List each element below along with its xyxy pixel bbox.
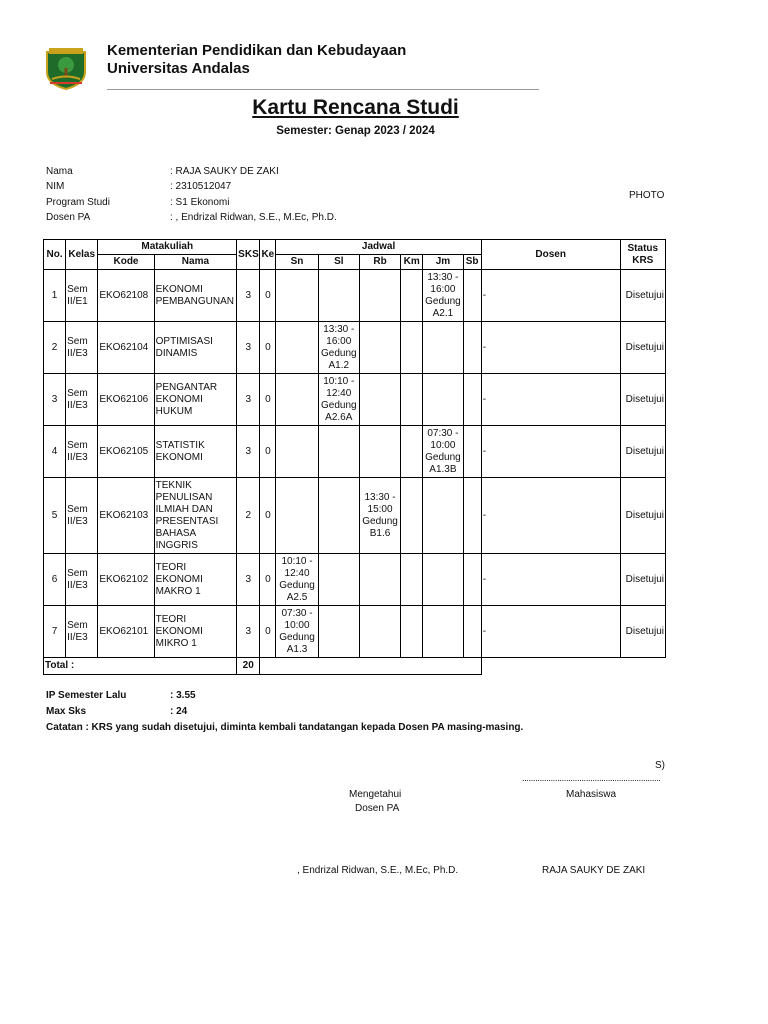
cell-nama: TEKNIK PENULISAN ILMIAH DAN PRESENTASI BAHASA INGGRIS [154,478,237,554]
cell-sks: 3 [237,426,260,478]
table-row [44,478,666,554]
cell-kelas: Sem II/E3 [66,374,98,426]
table-row [44,270,666,322]
table-row [44,554,666,606]
signature-place: S) [655,760,665,771]
cell-jm: 07:30 - 10:00 Gedung A1.3B [423,426,463,478]
cell-sl [318,554,359,606]
cell-sb [463,554,481,606]
cell-rb [359,322,400,374]
cell-nama: PENGANTAR EKONOMI HUKUM [154,374,237,426]
table-row [44,322,666,374]
cell-no: 7 [44,606,66,658]
cell-rb [359,554,400,606]
cell-sl [318,478,359,554]
cell-no: 2 [44,322,66,374]
cell-jm [423,478,463,554]
header-sb: Sb [463,255,481,270]
header-kelas: Kelas [66,240,98,270]
header-status: Status KRS [620,240,665,270]
header-no: No. [44,240,66,270]
institution-header [107,42,406,78]
cell-sn [276,478,318,554]
cell-jm [423,606,463,658]
cell-kode: EKO62106 [98,374,154,426]
cell-sks: 3 [237,606,260,658]
ministry-name: Kementerian Pendidikan dan Kebudayaan [107,42,407,59]
cell-sb [463,478,481,554]
cell-kode: EKO62101 [98,606,154,658]
header-rb: Rb [359,255,400,270]
cell-status: Disetujui [620,374,665,426]
cell-sn: 07:30 - 10:00 Gedung A1.3 [276,606,318,658]
cell-ke: 0 [260,374,276,426]
header-kode: Kode [98,255,154,270]
dosen-pa-label: Dosen PA [46,211,91,223]
max-sks-label: Max Sks [46,706,87,717]
cell-nama: OPTIMISASI DINAMIS [154,322,237,374]
cell-nama: TEORI EKONOMI MAKRO 1 [154,554,237,606]
cell-dosen: - [481,270,620,322]
signature-date-line: ............................................................... [522,773,661,783]
cell-kelas: Sem II/E1 [66,270,98,322]
semester-label: Semester: Genap 2023 / 2024 [276,125,435,137]
max-sks-value: : 24 [170,706,188,717]
total-blank [481,658,665,675]
cell-km [401,322,423,374]
cell-nama: TEORI EKONOMI MIKRO 1 [154,606,237,658]
cell-ke: 0 [260,478,276,554]
prodi-label: Program Studi [46,196,110,208]
cell-kelas: Sem II/E3 [66,606,98,658]
cell-kelas: Sem II/E3 [66,554,98,606]
total-label: Total : [44,658,237,675]
cell-status: Disetujui [620,606,665,658]
cell-sl [318,426,359,478]
cell-km [401,606,423,658]
krs-table-body [44,270,666,658]
nama-label: Nama [46,166,73,177]
cell-rb [359,606,400,658]
cell-sb [463,270,481,322]
cell-dosen: - [481,322,620,374]
header-nama: Nama [154,255,237,270]
cell-ke: 0 [260,606,276,658]
cell-kelas: Sem II/E3 [66,478,98,554]
cell-sb [463,374,481,426]
header-jm: Jm [423,255,463,270]
cell-sn [276,374,318,426]
header-sks: SKS [237,240,260,270]
cell-nama: STATISTIK EKONOMI [154,426,237,478]
page-title: Kartu Rencana Studi [252,96,459,119]
cell-rb [359,374,400,426]
cell-sks: 3 [237,554,260,606]
header-jadwal: Jadwal [276,240,481,255]
cell-status: Disetujui [620,554,665,606]
cell-no: 4 [44,426,66,478]
cell-dosen: - [481,554,620,606]
cell-sn: 10:10 - 12:40 Gedung A2.5 [276,554,318,606]
cell-sn [276,322,318,374]
cell-no: 6 [44,554,66,606]
dosen-pa-value: : , Endrizal Ridwan, S.E., M.Ec, Ph.D. [170,211,337,223]
cell-status: Disetujui [620,426,665,478]
cell-kode: EKO62103 [98,478,154,554]
total-filler [260,658,481,675]
cell-rb [359,426,400,478]
cell-sks: 3 [237,322,260,374]
cell-sks: 3 [237,374,260,426]
cell-sb [463,322,481,374]
cell-km [401,374,423,426]
cell-no: 5 [44,478,66,554]
cell-km [401,554,423,606]
cell-rb: 13:30 - 15:00 Gedung B1.6 [359,478,400,554]
cell-dosen: - [481,606,620,658]
cell-jm [423,322,463,374]
cell-dosen: - [481,478,620,554]
header-sn: Sn [276,255,318,270]
cell-nama: EKONOMI PEMBANGUNAN [154,270,237,322]
nim-value: : 2310512047 [170,181,232,193]
cell-kode: EKO62105 [98,426,154,478]
prodi-value: : S1 Ekonomi [170,196,230,208]
header-matakuliah: Matakuliah [98,240,237,255]
mengetahui-label: Mengetahui [349,789,402,800]
photo-placeholder: PHOTO [629,190,665,201]
table-row [44,374,666,426]
cell-dosen: - [481,374,620,426]
header-divider [107,89,539,90]
cell-jm [423,374,463,426]
cell-jm [423,554,463,606]
cell-status: Disetujui [620,322,665,374]
cell-kelas: Sem II/E3 [66,426,98,478]
cell-status: Disetujui [620,478,665,554]
university-name: Universitas Andalas [107,60,250,77]
cell-kelas: Sem II/E3 [66,322,98,374]
catatan-note: Catatan : KRS yang sudah disetujui, diminta kembali tandatangan kepada Dosen PA masing-masing. [46,722,524,733]
cell-sb [463,426,481,478]
cell-ke: 0 [260,426,276,478]
nim-label: NIM [46,181,65,193]
cell-sn [276,270,318,322]
universitas-andalas-logo-icon [44,46,88,90]
cell-kode: EKO62108 [98,270,154,322]
cell-sl: 10:10 - 12:40 Gedung A2.6A [318,374,359,426]
cell-km [401,270,423,322]
header-km: Km [401,255,423,270]
cell-ke: 0 [260,554,276,606]
cell-ke: 0 [260,270,276,322]
cell-rb [359,270,400,322]
cell-no: 3 [44,374,66,426]
header-dosen: Dosen [481,240,620,270]
krs-table [43,239,666,675]
table-row [44,426,666,478]
cell-ke: 0 [260,322,276,374]
max-sks-row [46,706,188,717]
cell-sn [276,426,318,478]
student-sign-name: RAJA SAUKY DE ZAKI [542,865,646,876]
header-ke: Ke [260,240,276,270]
mahasiswa-label: Mahasiswa [566,789,617,800]
cell-sks: 3 [237,270,260,322]
table-row [44,606,666,658]
cell-km [401,478,423,554]
ip-value: : 3.55 [170,690,196,701]
cell-sl: 13:30 - 16:00 Gedung A1.2 [318,322,359,374]
cell-kode: EKO62104 [98,322,154,374]
ip-label: IP Semester Lalu [46,690,127,701]
cell-status: Disetujui [620,270,665,322]
cell-sks: 2 [237,478,260,554]
cell-kode: EKO62102 [98,554,154,606]
cell-no: 1 [44,270,66,322]
cell-sl [318,606,359,658]
cell-jm: 13:30 - 16:00 Gedung A2.1 [423,270,463,322]
total-sks: 20 [237,658,260,675]
nama-value: : RAJA SAUKY DE ZAKI [170,166,279,177]
cell-dosen: - [481,426,620,478]
header-sl: Sl [318,255,359,270]
cell-sl [318,270,359,322]
dosen-pa-name: , Endrizal Ridwan, S.E., M.Ec, Ph.D. [297,865,459,876]
ip-row [46,690,196,701]
dosen-pa-sign-label: Dosen PA [355,803,400,814]
cell-km [401,426,423,478]
cell-sb [463,606,481,658]
